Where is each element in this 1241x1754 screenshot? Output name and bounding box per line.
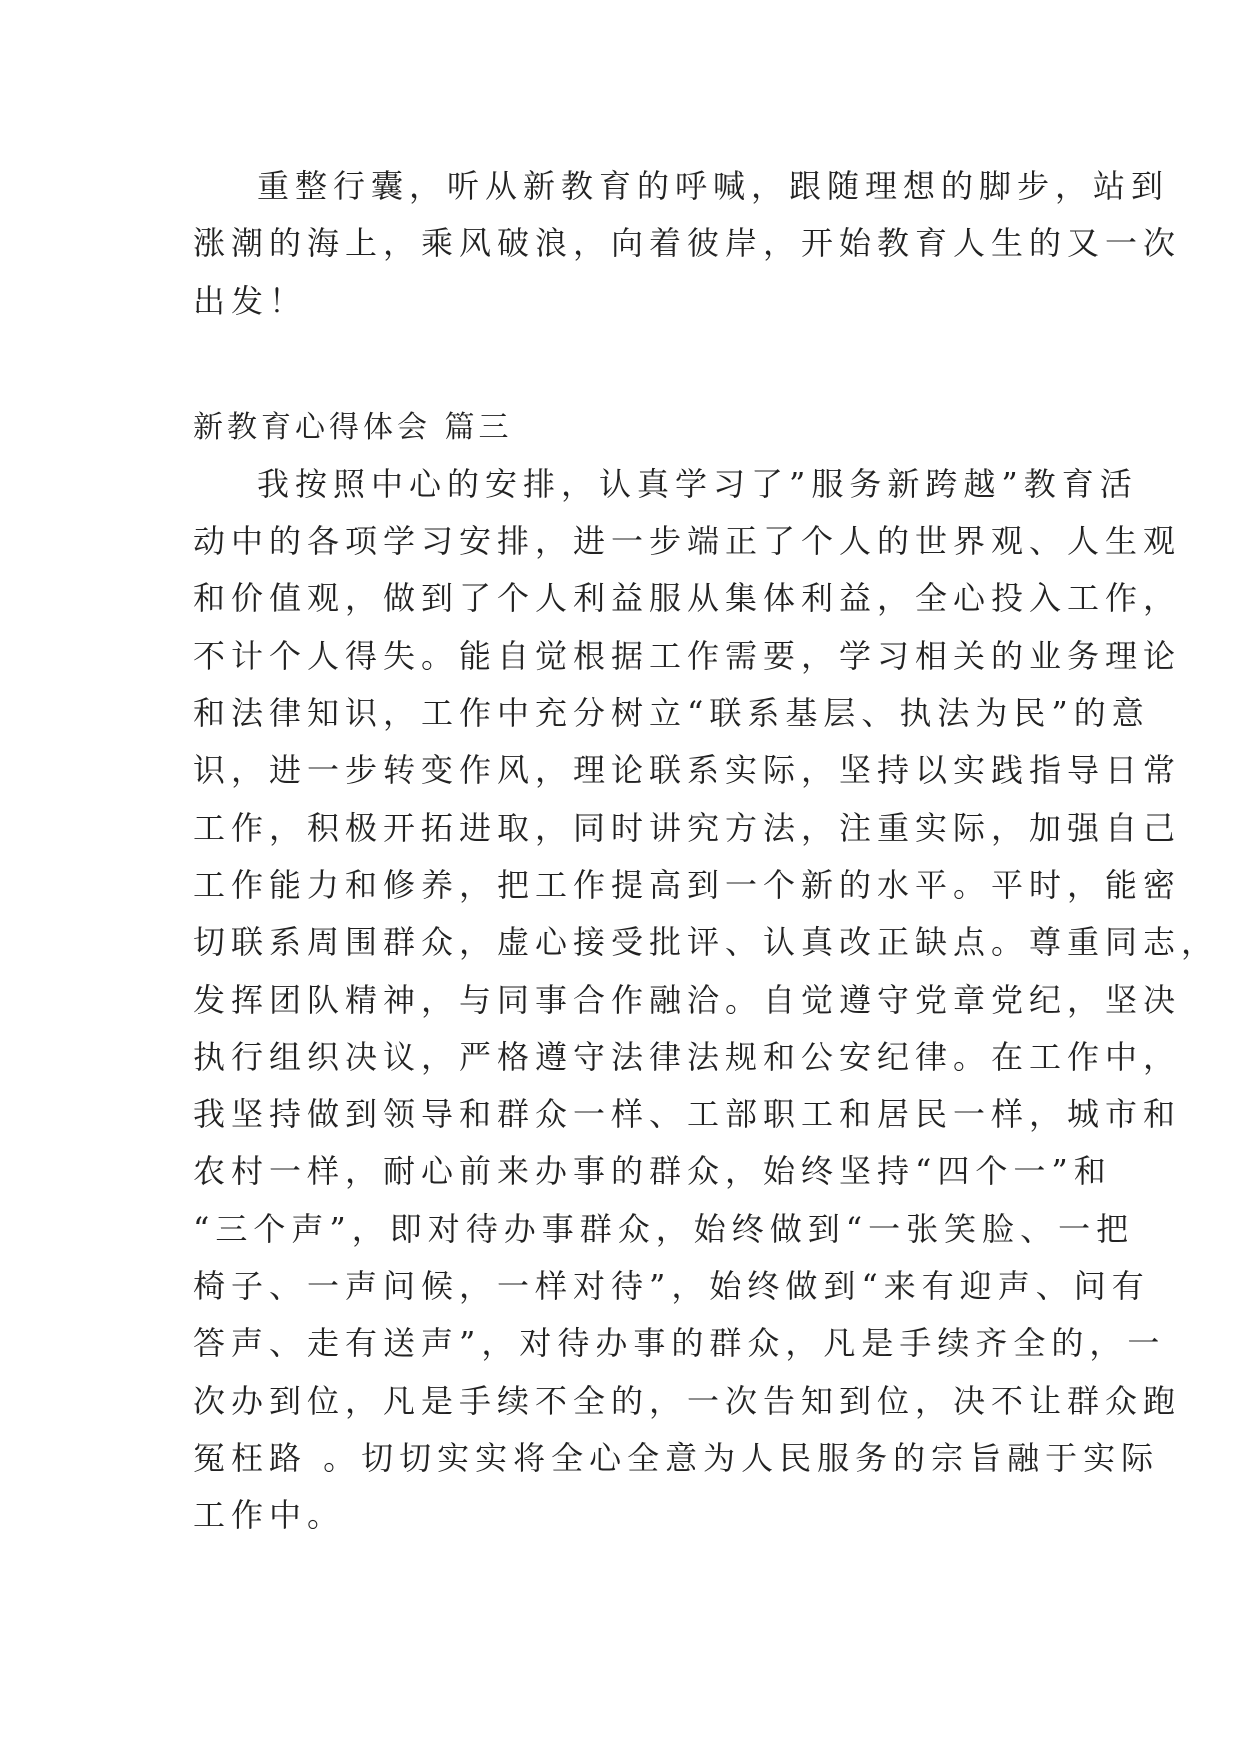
paragraph-line: 出发！ [193, 281, 308, 320]
paragraph-line: 我坚持做到领导和群众一样、工部职工和居民一样，城市和 [193, 1095, 1182, 1134]
paragraph-line: 涨潮的海上，乘风破浪，向着彼岸，开始教育人生的又一次 [193, 224, 1182, 263]
text-column [193, 158, 1220, 1545]
spacer [193, 330, 1058, 399]
paragraph-line: 和价值观，做到了个人利益服从集体利益，全心投入工作， [193, 579, 1182, 618]
paragraph-line: 工作能力和修养，把工作提高到一个新的水平。平时，能密 [193, 865, 1182, 904]
paragraph-line: 冤枉路 。切切实实将全心全意为人民服务的宗旨融于实际 [193, 1438, 1160, 1477]
paragraph-line: 农村一样，耐心前来办事的群众，始终坚持“四个一”和 [193, 1152, 1112, 1191]
paragraph-line: 次办到位，凡是手续不全的，一次告知到位，决不让群众跑 [193, 1381, 1182, 1420]
paragraph-line: 椅子、一声问候，一样对待”，始终做到“来有迎声、问有 [193, 1267, 1150, 1306]
paragraph-line: 识，进一步转变作风，理论联系实际，坚持以实践指导日常 [193, 751, 1182, 790]
paragraph-line: 重整行囊，听从新教育的呼喊，跟随理想的脚步，站到 [257, 167, 1170, 205]
paragraph-2 [193, 456, 1220, 1545]
paragraph-line: 发挥团队精神，与同事合作融洽。自觉遵守党章党纪，坚决 [193, 980, 1182, 1019]
paragraph-line: 动中的各项学习安排，进一步端正了个人的世界观、人生观 [193, 522, 1182, 561]
paragraph-line: 不计个人得失。能自觉根据工作需要，学习相关的业务理论 [193, 636, 1182, 675]
section-heading: 新教育心得体会 篇三 [193, 409, 513, 445]
paragraph-line: 执行组织决议，严格遵守法律法规和公安纪律。在工作中， [193, 1037, 1182, 1076]
paragraph-line: “三个声”，即对待办事群众，始终做到“一张笑脸、一把 [193, 1209, 1135, 1248]
paragraph-line: 工作中。 [193, 1496, 346, 1535]
paragraph-line: 工作，积极开拓进取，同时讲究方法，注重实际，加强自己 [193, 808, 1182, 847]
paragraph-line: 答声、走有送声”，对待办事的群众，凡是手续齐全的，一 [193, 1324, 1166, 1363]
paragraph-line: 切联系周围群众，虚心接受批评、认真改正缺点。尊重同志， [193, 923, 1220, 962]
paragraph-1 [193, 158, 1182, 330]
paragraph-line: 我按照中心的安排，认真学习了”服务新跨越”教育活 [257, 464, 1138, 503]
paragraph-line: 和法律知识，工作中充分树立“联系基层、执法为民”的意 [193, 694, 1150, 733]
